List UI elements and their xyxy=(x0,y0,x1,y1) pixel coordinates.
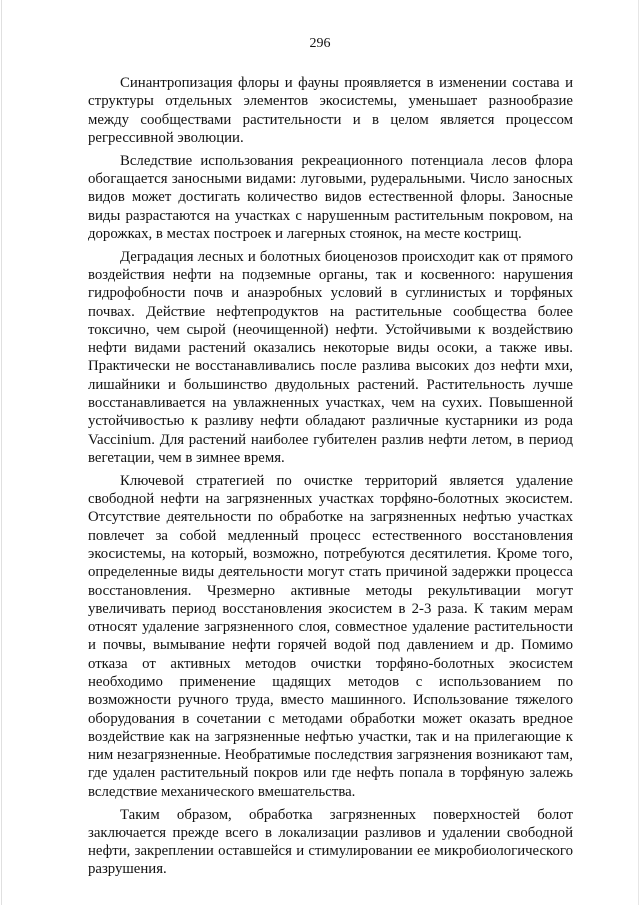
paragraph-degradation: Деградация лесных и болотных биоценозов происходит как от прямого воздействия нефти на подземные органы, так и косвенного: нарушения гидрофобности почв и анаэробных условий в суглинистых и торфяных почвах. Действие нефтепродуктов на растительные сообщества более токсично, чем сырой (неочищенной) нефти. Устойчивыми к воздействию нефти видами растений оказались некоторые виды осоки, а также ивы. Практически не восстанавливались после разлива высоких доз нефти мхи, лишайники и большинство двудольных растений. Растительность лучше восстанавливается на увлажненных участках, чем на сухих. Повышенной устойчивостью к разливу нефти обладают различные кустарники из рода Vaccinium. Для растений наиболее губителен разлив нефти летом, в период вегетации, чем в зимнее время. xyxy=(88,248,573,466)
paragraph-recreation: Вследствие использования рекреационного потенциала лесов флора обогащается заносными видами: луговыми, рудеральными. Число заносных видов может достигать количество видов естественной флоры. Заносные виды разрастаются на участках с нарушенным растительным покровом, на дорожках, в местах построек и лагерных стоянок, на месте кострищ. xyxy=(88,152,573,242)
paragraph-cleanup-strategy: Ключевой стратегией по очистке территорий является удаление свободной нефти на загрязненных участках торфяно-болотных экосистем. Отсутствие деятельности по обработке на загрязненных нефтью участках повлечет за собой медленный процесс естественного восстановления экосистемы, на который, возможно, потребуются десятилетия. Кроме того, определенные виды деятельности могут стать причиной задержки процесса восстановления. Чрезмерно активные методы рекультивации могут увеличивать период восстановления экосистем в 2-3 раза. К таким мерам относят удаление загрязненного слоя, совместное удаление растительности и почвы, вымывание нефти горячей водой под давлением и др. Помимо отказа от активных методов очистки торфяно-болотных экосистем необходимо применение щадящих методов с использованием по возможности ручного труда, вместо машинного. Использование тяжелого оборудования в сочетании с методами обработки может оказать вредное воздействие как на загрязненные нефтью участки, так и на прилегающие к ним незагрязненные. Необратимые последствия загрязнения возникают там, где удален растительный покров или где нефть попала в торфяную залежь вследствие механического вмешательства. xyxy=(88,472,573,800)
paragraph-conclusion: Таким образом, обработка загрязненных поверхностей болот заключается прежде всего в локализации разливов и удалении свободной нефти, закреплении оставшейся и стимулировании ее микробиологического разрушения. xyxy=(88,806,573,878)
document-body xyxy=(88,74,573,883)
paragraph-synanthropization: Синантропизация флоры и фауны проявляется в изменении состава и структуры отдельных элементов экосистемы, уменьшает разнообразие между сообществами растительности и в целом является процессом регрессивной эволюции. xyxy=(88,75,573,146)
page-number: 296 xyxy=(309,36,331,51)
page-edge-right xyxy=(638,0,639,905)
page-edge-left xyxy=(1,0,2,905)
